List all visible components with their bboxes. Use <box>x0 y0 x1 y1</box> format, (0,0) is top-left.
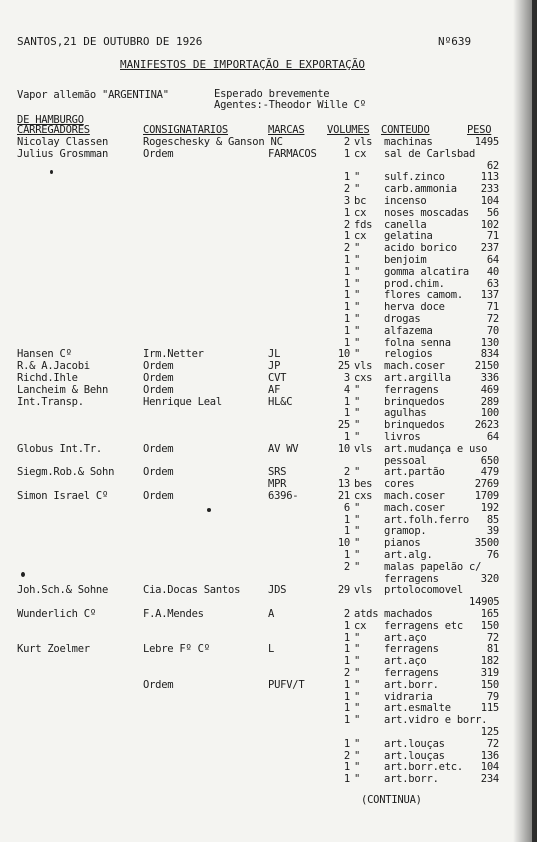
shipper-cell: Int.Transp. <box>17 396 84 408</box>
contents-cell: sulf.zinco <box>384 171 445 183</box>
volume-count-cell: 1 <box>343 407 350 419</box>
consignee-cell: Ordem <box>143 679 174 691</box>
marks-cell: 6396- <box>268 490 299 502</box>
contents-cell: art.aço <box>384 632 427 644</box>
contents-cell: ferragens <box>384 667 439 679</box>
weight-cell: 62 <box>486 160 499 172</box>
contents-cell: malas papelão c/ <box>384 561 482 573</box>
weight-cell: 2769 <box>474 478 499 490</box>
volume-count-cell: 3 <box>343 372 350 384</box>
volume-unit-cell: cx <box>354 230 367 242</box>
volume-unit-cell: vls <box>354 443 373 455</box>
consignee-cell: Henrique Leal <box>143 396 222 408</box>
weight-cell: 1709 <box>474 490 499 502</box>
volume-unit-cell: vls <box>354 136 373 148</box>
consignee-cell: Rogeschesky & Ganson NC <box>143 136 283 148</box>
weight-cell: 2623 <box>474 419 499 431</box>
volume-count-cell: 1 <box>343 207 350 219</box>
volume-unit-cell: " <box>354 667 361 679</box>
volume-unit-cell: " <box>354 738 361 750</box>
volume-count-cell: 1 <box>343 514 350 526</box>
col-consignatarios: CONSIGNATARIOS <box>143 124 229 136</box>
contents-cell: ferragens <box>384 573 439 585</box>
vessel-name: Vapor allemão "ARGENTINA" <box>17 89 169 101</box>
volume-unit-cell: " <box>354 171 361 183</box>
contents-cell: acido borico <box>384 242 457 254</box>
volume-count-cell: 1 <box>343 337 350 349</box>
weight-cell: 479 <box>480 466 499 478</box>
marks-cell: A <box>268 608 275 620</box>
consignee-cell: Ordem <box>143 360 174 372</box>
contents-cell: mach.coser <box>384 490 445 502</box>
contents-cell: machinas <box>384 136 433 148</box>
contents-cell: incenso <box>384 195 427 207</box>
volume-count-cell: 1 <box>343 643 350 655</box>
consignee-cell: Ordem <box>143 148 174 160</box>
volume-count-cell: 2 <box>343 466 350 478</box>
weight-cell: 336 <box>480 372 499 384</box>
volume-count-cell: 1 <box>343 702 350 714</box>
volume-unit-cell: atds <box>354 608 379 620</box>
weight-cell: 1495 <box>474 136 499 148</box>
consignee-cell: F.A.Mendes <box>143 608 204 620</box>
volume-unit-cell: cx <box>354 148 367 160</box>
shipper-cell: Hansen Cº <box>17 348 72 360</box>
marks-cell: HL&C <box>268 396 293 408</box>
volume-count-cell: 1 <box>343 679 350 691</box>
consignee-cell: Ordem <box>143 490 174 502</box>
volume-count-cell: 10 <box>337 537 350 549</box>
contents-cell: art.mudança e uso <box>384 443 488 455</box>
volume-unit-cell: vls <box>354 584 373 596</box>
weight-cell: 14905 <box>469 596 500 608</box>
weight-cell: 2150 <box>474 360 499 372</box>
contents-cell: art.borr. <box>384 679 439 691</box>
contents-cell: prod.chim. <box>384 278 445 290</box>
weight-cell: 150 <box>480 620 499 632</box>
volume-unit-cell: " <box>354 348 361 360</box>
col-volumes: VOLUMES <box>327 124 370 136</box>
contents-cell: prtolocomovel <box>384 584 463 596</box>
weight-cell: 237 <box>480 242 499 254</box>
volume-unit-cell: cxs <box>354 490 373 502</box>
volume-count-cell: 3 <box>343 195 350 207</box>
volume-unit-cell: " <box>354 525 361 537</box>
volume-count-cell: 1 <box>343 431 350 443</box>
volume-unit-cell: " <box>354 407 361 419</box>
weight-cell: 650 <box>480 455 499 467</box>
weight-cell: 76 <box>486 549 499 561</box>
continued-note: (CONTINUA) <box>361 794 422 806</box>
volume-unit-cell: " <box>354 632 361 644</box>
contents-cell: gomma alcatira <box>384 266 470 278</box>
col-marcas: MARCAS <box>268 124 305 136</box>
volume-unit-cell: " <box>354 313 361 325</box>
volume-count-cell: 2 <box>343 136 350 148</box>
contents-cell: herva doce <box>384 301 445 313</box>
marks-cell: PUFV/T <box>268 679 305 691</box>
contents-cell: art.esmalte <box>384 702 451 714</box>
marks-cell: FARMACOS <box>268 148 317 160</box>
dateline: SANTOS,21 DE OUTUBRO DE 1926 <box>17 35 203 48</box>
weight-cell: 72 <box>486 632 499 644</box>
weight-cell: 182 <box>480 655 499 667</box>
volume-unit-cell: cx <box>354 620 367 632</box>
contents-cell: pianos <box>384 537 421 549</box>
contents-cell: ferragens etc <box>384 620 463 632</box>
vessel-agents: Agentes:-Theodor Wille Cº <box>214 99 366 111</box>
volume-count-cell: 13 <box>337 478 350 490</box>
weight-cell: 85 <box>486 514 499 526</box>
weight-cell: 136 <box>480 750 499 762</box>
ink-mark <box>50 170 53 174</box>
weight-cell: 100 <box>480 407 499 419</box>
page-title: MANIFESTOS DE IMPORTAÇÃO E EXPORTAÇÃO <box>120 58 366 71</box>
shipper-cell: Globus Int.Tr. <box>17 443 103 455</box>
consignee-cell: Cia.Docas Santos <box>143 584 241 596</box>
marks-cell: MPR <box>268 478 287 490</box>
volume-count-cell: 25 <box>337 360 350 372</box>
shipper-cell: Julius Grosmman <box>17 148 109 160</box>
weight-cell: 3500 <box>474 537 499 549</box>
volume-unit-cell: cx <box>354 207 367 219</box>
contents-cell: mach.coser <box>384 360 445 372</box>
contents-cell: noses moscadas <box>384 207 470 219</box>
marks-cell: L <box>268 643 275 655</box>
volume-count-cell: 1 <box>343 738 350 750</box>
contents-cell: sal de Carlsbad <box>384 148 476 160</box>
volume-unit-cell: " <box>354 655 361 667</box>
contents-cell: art.louças <box>384 738 445 750</box>
contents-cell: art.borr. <box>384 773 439 785</box>
volume-unit-cell: " <box>354 301 361 313</box>
weight-cell: 113 <box>480 171 499 183</box>
volume-unit-cell: " <box>354 679 361 691</box>
weight-cell: 469 <box>480 384 499 396</box>
weight-cell: 150 <box>480 679 499 691</box>
volume-count-cell: 4 <box>343 384 350 396</box>
volume-unit-cell: " <box>354 549 361 561</box>
shipper-cell: Nicolay Classen <box>17 136 109 148</box>
volume-count-cell: 2 <box>343 219 350 231</box>
volume-count-cell: 1 <box>343 325 350 337</box>
weight-cell: 64 <box>486 254 499 266</box>
volume-count-cell: 2 <box>343 561 350 573</box>
volume-count-cell: 1 <box>343 620 350 632</box>
weight-cell: 79 <box>486 691 499 703</box>
contents-cell: art.folh.ferro <box>384 514 470 526</box>
contents-cell: relogios <box>384 348 433 360</box>
volume-unit-cell: cxs <box>354 372 373 384</box>
weight-cell: 64 <box>486 431 499 443</box>
volume-count-cell: 2 <box>343 667 350 679</box>
weight-cell: 104 <box>480 195 499 207</box>
weight-cell: 319 <box>480 667 499 679</box>
shipper-cell: Simon Israel Cº <box>17 490 109 502</box>
scan-edge <box>532 0 537 842</box>
volume-unit-cell: bes <box>354 478 373 490</box>
contents-cell: carb.ammonia <box>384 183 457 195</box>
volume-count-cell: 1 <box>343 655 350 667</box>
weight-cell: 834 <box>480 348 499 360</box>
manifest-number: Nº639 <box>438 35 472 48</box>
contents-cell: pessoal <box>384 455 427 467</box>
volume-unit-cell: " <box>354 761 361 773</box>
weight-cell: 102 <box>480 219 499 231</box>
consignee-cell: Ordem <box>143 466 174 478</box>
weight-cell: 192 <box>480 502 499 514</box>
volume-unit-cell: " <box>354 643 361 655</box>
weight-cell: 233 <box>480 183 499 195</box>
weight-cell: 63 <box>486 278 499 290</box>
contents-cell: folna senna <box>384 337 451 349</box>
volume-unit-cell: " <box>354 289 361 301</box>
consignee-cell: Irm.Netter <box>143 348 204 360</box>
weight-cell: 320 <box>480 573 499 585</box>
volume-count-cell: 10 <box>337 443 350 455</box>
volume-unit-cell: " <box>354 466 361 478</box>
contents-cell: cores <box>384 478 415 490</box>
contents-cell: machados <box>384 608 433 620</box>
volume-count-cell: 1 <box>343 266 350 278</box>
volume-count-cell: 1 <box>343 549 350 561</box>
contents-cell: benjoim <box>384 254 427 266</box>
volume-unit-cell: " <box>354 419 361 431</box>
contents-cell: vidraria <box>384 691 433 703</box>
weight-cell: 165 <box>480 608 499 620</box>
consignee-cell: Ordem <box>143 384 174 396</box>
col-conteudo: CONTEUDO <box>381 124 430 136</box>
origin-port: DE HAMBURGO <box>17 114 84 126</box>
contents-cell: canella <box>384 219 427 231</box>
marks-cell: JL <box>268 348 281 360</box>
col-peso: PESO <box>467 124 492 136</box>
weight-cell: 71 <box>486 230 499 242</box>
contents-cell: gramop. <box>384 525 427 537</box>
volume-count-cell: 2 <box>343 183 350 195</box>
volume-count-cell: 1 <box>343 714 350 726</box>
shipper-cell: Wunderlich Cº <box>17 608 96 620</box>
marks-cell: AF <box>268 384 281 396</box>
weight-cell: 81 <box>486 643 499 655</box>
weight-cell: 115 <box>480 702 499 714</box>
volume-unit-cell: " <box>354 254 361 266</box>
volume-count-cell: 1 <box>343 289 350 301</box>
volume-count-cell: 1 <box>343 632 350 644</box>
contents-cell: drogas <box>384 313 421 325</box>
shipper-cell: Joh.Sch.& Sohne <box>17 584 109 596</box>
weight-cell: 70 <box>486 325 499 337</box>
volume-count-cell: 1 <box>343 773 350 785</box>
volume-unit-cell: bc <box>354 195 367 207</box>
contents-cell: mach.coser <box>384 502 445 514</box>
consignee-cell: Ordem <box>143 443 174 455</box>
weight-cell: 39 <box>486 525 499 537</box>
shipper-cell: Richd.Ihle <box>17 372 78 384</box>
contents-cell: alfazema <box>384 325 433 337</box>
volume-count-cell: 1 <box>343 313 350 325</box>
volume-unit-cell: " <box>354 714 361 726</box>
weight-cell: 72 <box>486 738 499 750</box>
volume-count-cell: 1 <box>343 396 350 408</box>
weight-cell: 104 <box>480 761 499 773</box>
shipper-cell: Siegm.Rob.& Sohn <box>17 466 115 478</box>
volume-count-cell: 1 <box>343 301 350 313</box>
marks-cell: CVT <box>268 372 287 384</box>
volume-unit-cell: " <box>354 702 361 714</box>
col-carregadores: CARREGADORES <box>17 124 90 136</box>
contents-cell: gelatina <box>384 230 433 242</box>
consignee-cell: Ordem <box>143 372 174 384</box>
weight-cell: 56 <box>486 207 499 219</box>
volume-count-cell: 2 <box>343 242 350 254</box>
weight-cell: 40 <box>486 266 499 278</box>
contents-cell: ferragens <box>384 384 439 396</box>
volume-count-cell: 10 <box>337 348 350 360</box>
volume-unit-cell: " <box>354 537 361 549</box>
contents-cell: ferragens <box>384 643 439 655</box>
volume-count-cell: 29 <box>337 584 350 596</box>
marks-cell: JP <box>268 360 281 372</box>
volume-unit-cell: " <box>354 750 361 762</box>
volume-count-cell: 1 <box>343 171 350 183</box>
volume-count-cell: 1 <box>343 691 350 703</box>
ink-mark <box>21 572 25 577</box>
consignee-cell: Lebre Fº Cº <box>143 643 210 655</box>
shipper-cell: R.& A.Jacobi <box>17 360 90 372</box>
volume-unit-cell: " <box>354 337 361 349</box>
volume-unit-cell: " <box>354 502 361 514</box>
volume-unit-cell: vls <box>354 360 373 372</box>
volume-count-cell: 1 <box>343 148 350 160</box>
volume-count-cell: 6 <box>343 502 350 514</box>
contents-cell: art.louças <box>384 750 445 762</box>
volume-unit-cell: " <box>354 773 361 785</box>
volume-unit-cell: " <box>354 561 361 573</box>
volume-unit-cell: " <box>354 514 361 526</box>
volume-unit-cell: " <box>354 183 361 195</box>
contents-cell: livros <box>384 431 421 443</box>
volume-unit-cell: " <box>354 396 361 408</box>
volume-count-cell: 1 <box>343 525 350 537</box>
contents-cell: brinquedos <box>384 419 445 431</box>
marks-cell: SRS <box>268 466 287 478</box>
contents-cell: brinquedos <box>384 396 445 408</box>
contents-cell: art.argilla <box>384 372 451 384</box>
shipper-cell: Kurt Zoelmer <box>17 643 90 655</box>
contents-cell: art.borr.etc. <box>384 761 463 773</box>
volume-unit-cell: " <box>354 691 361 703</box>
volume-unit-cell: " <box>354 242 361 254</box>
contents-cell: art.partão <box>384 466 445 478</box>
marks-cell: AV WV <box>268 443 299 455</box>
weight-cell: 125 <box>480 726 499 738</box>
volume-count-cell: 1 <box>343 230 350 242</box>
contents-cell: art.vidro e borr. <box>384 714 488 726</box>
contents-cell: flores camom. <box>384 289 463 301</box>
volume-count-cell: 1 <box>343 761 350 773</box>
contents-cell: art.alg. <box>384 549 433 561</box>
contents-cell: art.aço <box>384 655 427 667</box>
volume-unit-cell: fds <box>354 219 373 231</box>
weight-cell: 137 <box>480 289 499 301</box>
volume-count-cell: 2 <box>343 608 350 620</box>
contents-cell: agulhas <box>384 407 427 419</box>
vessel-expected: Esperado brevemente <box>214 88 330 100</box>
weight-cell: 130 <box>480 337 499 349</box>
volume-count-cell: 2 <box>343 750 350 762</box>
marks-cell: JDS <box>268 584 287 596</box>
volume-count-cell: 1 <box>343 278 350 290</box>
ink-mark <box>207 508 211 512</box>
volume-unit-cell: " <box>354 325 361 337</box>
weight-cell: 289 <box>480 396 499 408</box>
shipper-cell: Lancheim & Behn <box>17 384 109 396</box>
volume-count-cell: 1 <box>343 254 350 266</box>
volume-count-cell: 25 <box>337 419 350 431</box>
volume-unit-cell: " <box>354 266 361 278</box>
weight-cell: 71 <box>486 301 499 313</box>
volume-unit-cell: " <box>354 384 361 396</box>
weight-cell: 234 <box>480 773 499 785</box>
volume-count-cell: 21 <box>337 490 350 502</box>
weight-cell: 72 <box>486 313 499 325</box>
volume-unit-cell: " <box>354 431 361 443</box>
volume-unit-cell: " <box>354 278 361 290</box>
